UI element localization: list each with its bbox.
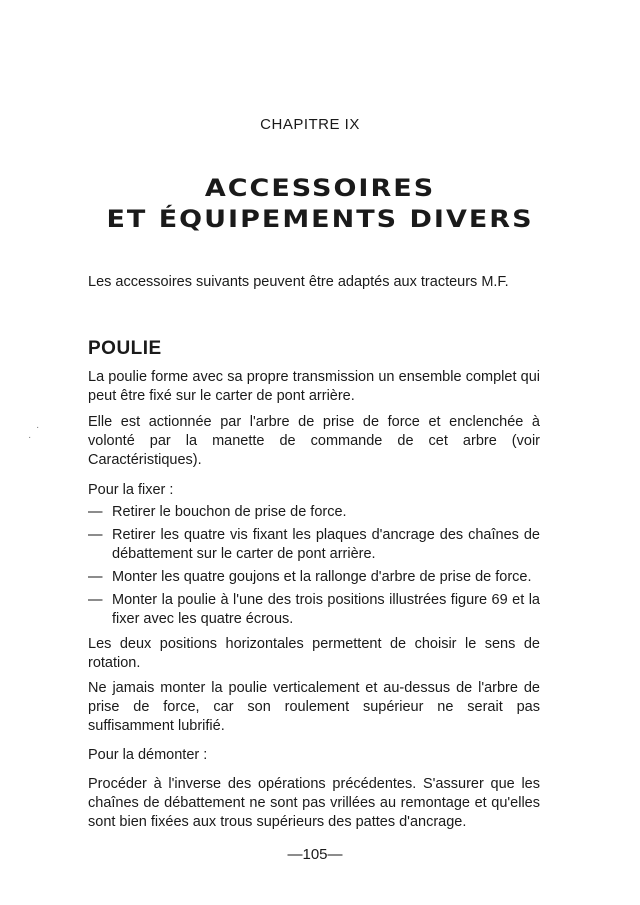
paragraph-4: Ne jamais monter la poulie verticalement et au-dessus de l'arbre de prise de force, car son roulement supérieur ne serait pas suffisamment lubrifié. — [88, 680, 540, 734]
step-item — [88, 526, 540, 564]
dash-bullet: — — [88, 592, 103, 608]
title-line-2: ET ÉQUIPEMENTS DIVERS — [106, 205, 534, 234]
chapter-label: CHAPITRE IX — [260, 116, 360, 133]
paragraph-5: Procéder à l'inverse des opérations précédentes. S'assurer que les chaînes de débattement ne sont pas vrillées au remontage et qu'elles sont bien fixées aux trous supérieurs des pattes d'ancrage. — [88, 776, 540, 830]
step-text: Monter les quatre goujons et la rallonge d'arbre de prise de force. — [112, 569, 532, 585]
dash-bullet: — — [88, 569, 103, 585]
fix-label: Pour la fixer : — [88, 482, 174, 498]
step-text: Retirer les quatre vis fixant les plaques d'ancrage des chaînes de débattement sur le carter de pont arrière. — [112, 527, 540, 562]
paragraph-1: La poulie forme avec sa propre transmission un ensemble complet qui peut être fixé sur le carter de pont arrière. — [88, 369, 540, 404]
dash-bullet: — — [88, 527, 103, 543]
step-item — [88, 568, 540, 587]
title-line-1: ACCESSOIRES — [204, 174, 436, 203]
scan-speck: · — [28, 432, 32, 443]
dash-bullet: — — [88, 504, 103, 520]
step-item — [88, 503, 540, 522]
scan-speck: · — [36, 422, 40, 433]
intro-paragraph: Les accessoires suivants peuvent être adaptés aux tracteurs M.F. — [88, 274, 509, 290]
paragraph-2: Elle est actionnée par l'arbre de prise de force et enclenchée à volonté par la manette de commande de cet arbre (voir Caractéristiques). — [88, 414, 540, 468]
step-text: Monter la poulie à l'une des trois positions illustrées figure 69 et la fixer avec les quatre écrous. — [112, 592, 540, 627]
page-number: —105— — [287, 846, 343, 863]
step-text: Retirer le bouchon de prise de force. — [112, 504, 347, 520]
remove-label: Pour la démonter : — [88, 747, 208, 763]
step-item — [88, 591, 540, 629]
paragraph-3: Les deux positions horizontales permettent de choisir le sens de rotation. — [88, 636, 540, 671]
section-heading-poulie: POULIE — [88, 338, 162, 359]
